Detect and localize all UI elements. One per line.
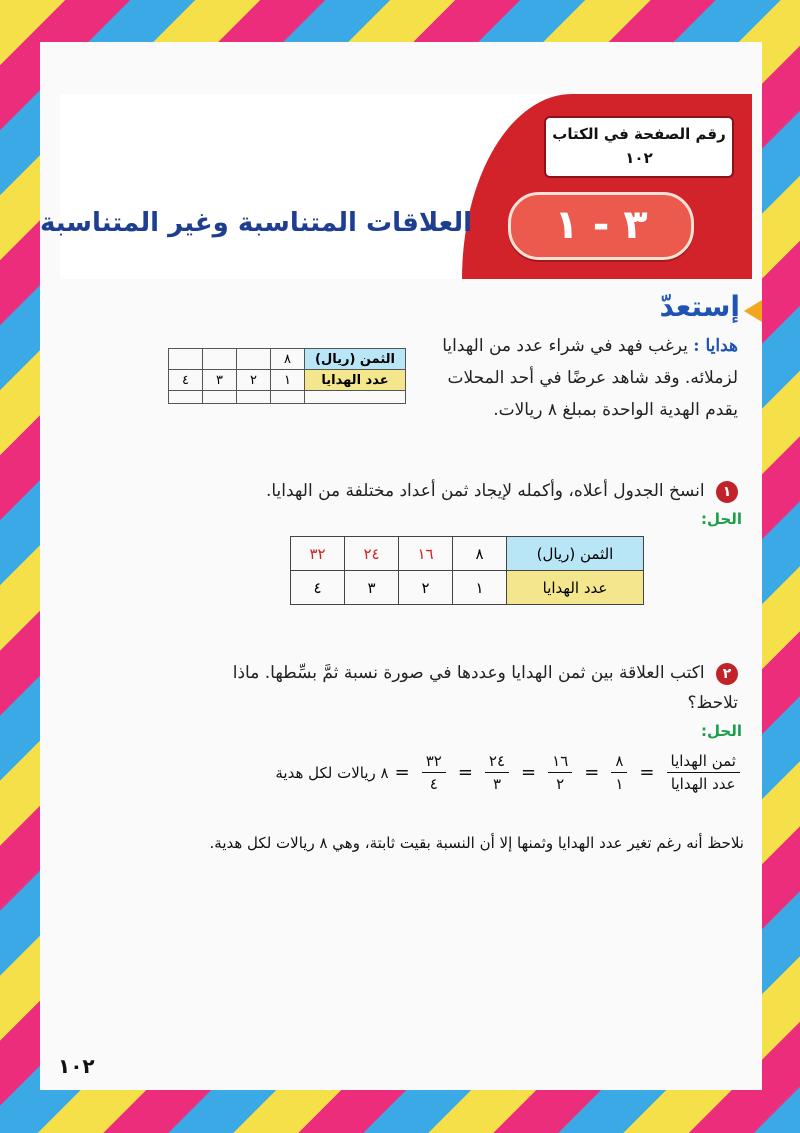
table-cell bbox=[203, 391, 237, 404]
table-cell bbox=[271, 391, 305, 404]
fraction-denominator: ١ bbox=[615, 775, 624, 793]
table-cell: ١٦ bbox=[399, 537, 453, 571]
question-number-badge: ٢ bbox=[716, 663, 738, 685]
table-cell: ١ bbox=[271, 370, 305, 391]
worksheet-page bbox=[40, 42, 762, 1090]
lesson-title: العلاقات المتناسبة وغير المتناسبة bbox=[40, 208, 472, 238]
ratio-fraction bbox=[422, 750, 446, 795]
table-cell: ٤ bbox=[169, 370, 203, 391]
equation-result: ٨ ريالات لكل هدية bbox=[275, 763, 389, 782]
table-cell: الثمن (ريال) bbox=[507, 537, 644, 571]
table-cell: ٢ bbox=[237, 370, 271, 391]
table-cell bbox=[169, 391, 203, 404]
page-ref-number: ١٠٢ bbox=[625, 149, 653, 167]
lesson-header bbox=[40, 94, 752, 279]
page-ref-label: رقم الصفحة في الكتاب bbox=[552, 125, 726, 143]
table-cell: ٢٤ bbox=[345, 537, 399, 571]
intro-paragraph bbox=[438, 330, 738, 426]
fraction-denominator: ٤ bbox=[429, 775, 438, 793]
fraction-numerator: ١٦ bbox=[548, 750, 572, 773]
question-2-line1: اكتب العلاقة بين ثمن الهدايا وعددها في صورة نسبة ثمَّ بسِّطها. ماذا bbox=[232, 663, 705, 683]
equals-sign: = bbox=[521, 762, 537, 783]
table-cell: ٣ bbox=[345, 571, 399, 605]
fraction-numerator: ٨ bbox=[611, 750, 627, 773]
fraction-denominator: ٢ bbox=[556, 775, 565, 793]
ratio-equation bbox=[275, 750, 746, 795]
fraction-denominator: ٣ bbox=[492, 775, 502, 793]
table-cell: الثمن (ريال) bbox=[305, 349, 406, 370]
table-cell: ٣٢ bbox=[291, 537, 345, 571]
ratio-fraction bbox=[548, 750, 572, 795]
solution-label: الحل: bbox=[701, 510, 742, 528]
table-cell: ١ bbox=[453, 571, 507, 605]
intro-keyword: هدايا : bbox=[693, 336, 738, 356]
table-cell bbox=[169, 349, 203, 370]
equals-sign: = bbox=[394, 762, 410, 783]
question-2-line2: تلاحظ؟ bbox=[687, 693, 738, 713]
equals-sign: = bbox=[457, 762, 473, 783]
equals-sign: = bbox=[639, 762, 655, 783]
ratio-fraction bbox=[485, 750, 509, 795]
conclusion-text: نلاحظ أنه رغم تغير عدد الهدايا وثمنها إلا أن النسبة بقيت ثابتة، وهي ٨ ريالات لكل هدية. bbox=[209, 834, 744, 852]
question-2 bbox=[218, 658, 738, 718]
page-number: ١٠٢ bbox=[58, 1054, 95, 1078]
intro-text: يرغب فهد في شراء عدد من الهدايا لزملائه. وقد شاهد عرضًا في أحد المحلات يقدم الهدية الواحدة بمبلغ ٨ ريالات. bbox=[442, 336, 738, 420]
table-cell bbox=[237, 391, 271, 404]
ratio-fraction bbox=[667, 750, 740, 795]
small-price-table bbox=[168, 348, 406, 404]
equals-sign: = bbox=[584, 762, 600, 783]
table-cell bbox=[237, 349, 271, 370]
book-page-reference bbox=[544, 116, 734, 178]
fraction-numerator: ٣٢ bbox=[422, 750, 446, 773]
fraction-numerator: ثمن الهدايا bbox=[667, 750, 740, 773]
table-cell: ٣ bbox=[203, 370, 237, 391]
table-cell: عدد الهدايا bbox=[305, 370, 406, 391]
question-1-text: انسخ الجدول أعلاه، وأكمله لإيجاد ثمن أعداد مختلفة من الهدايا. bbox=[265, 481, 705, 501]
table-cell: ٢ bbox=[399, 571, 453, 605]
table-cell: ٨ bbox=[271, 349, 305, 370]
lesson-number-badge: ٣ - ١ bbox=[508, 192, 694, 260]
price-table bbox=[290, 536, 644, 605]
arrow-left-icon bbox=[744, 300, 762, 322]
table-cell: عدد الهدايا bbox=[507, 571, 644, 605]
table-cell bbox=[305, 391, 406, 404]
section-heading: إستعدّ bbox=[659, 290, 740, 323]
fraction-numerator: ٢٤ bbox=[485, 750, 509, 773]
solution-label-2: الحل: bbox=[701, 722, 742, 740]
ratio-fraction bbox=[611, 750, 627, 795]
table-cell: ٨ bbox=[453, 537, 507, 571]
table-cell: ٤ bbox=[291, 571, 345, 605]
fraction-denominator: عدد الهدايا bbox=[670, 775, 736, 793]
question-1 bbox=[266, 476, 738, 506]
table-cell bbox=[203, 349, 237, 370]
question-number-badge: ١ bbox=[716, 481, 738, 503]
